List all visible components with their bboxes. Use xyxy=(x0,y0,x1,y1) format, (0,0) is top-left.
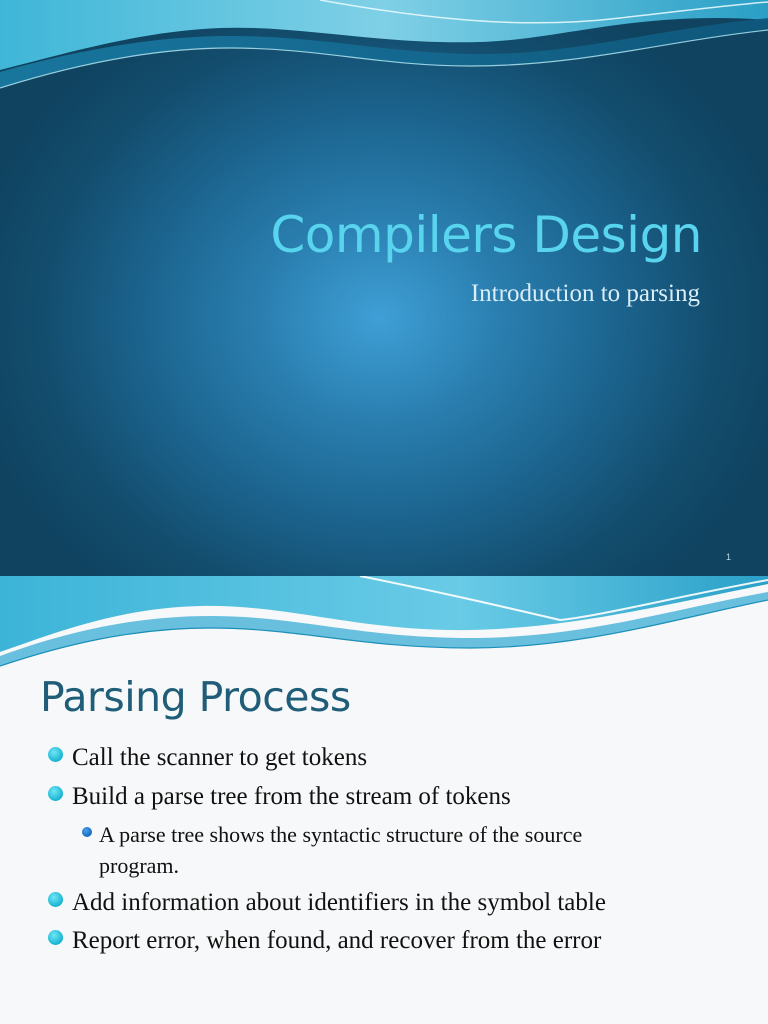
page-number: 1 xyxy=(725,552,731,562)
list-item-sub: A parse tree shows the syntactic structure of the source xyxy=(99,822,583,847)
slide-title: Compilers Design xyxy=(270,206,702,264)
decorative-waves xyxy=(0,0,768,110)
list-item-sub-continuation: program. xyxy=(99,853,180,878)
circle-bullet-icon xyxy=(48,892,63,907)
slide-heading: Parsing Process xyxy=(40,673,351,721)
decorative-waves xyxy=(0,576,768,671)
list-item: Add information about identifiers in the symbol table xyxy=(72,889,606,916)
slide-subtitle: Introduction to parsing xyxy=(470,280,700,307)
list-item: Report error, when found, and recover from the error xyxy=(72,927,602,954)
circle-bullet-icon xyxy=(48,930,63,945)
list-item: Build a parse tree from the stream of tokens xyxy=(72,783,511,810)
small-circle-bullet-icon xyxy=(82,827,92,837)
circle-bullet-icon xyxy=(48,786,63,801)
circle-bullet-icon xyxy=(48,747,63,762)
list-item: Call the scanner to get tokens xyxy=(72,744,368,771)
content-slide xyxy=(0,576,768,1024)
